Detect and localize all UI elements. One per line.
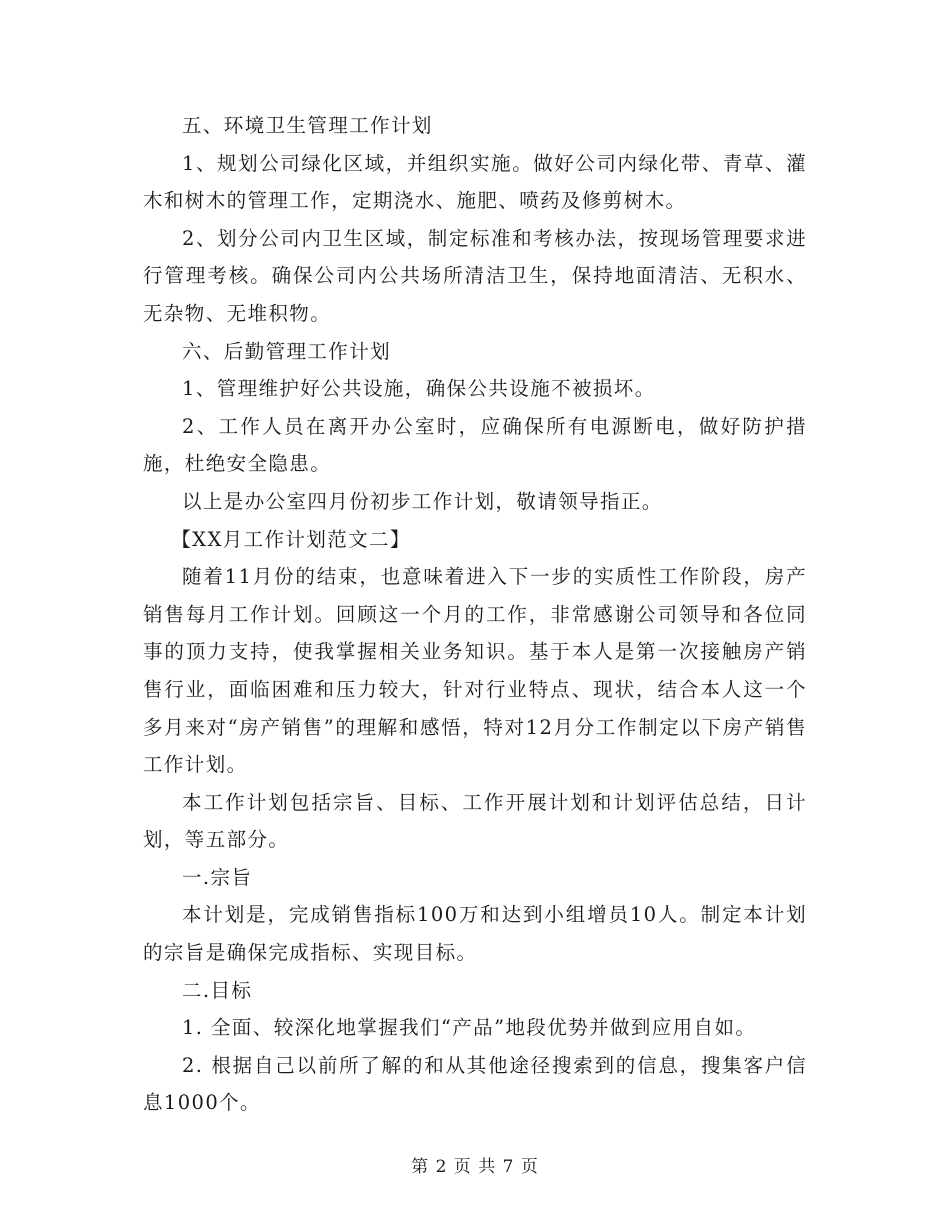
- paragraph-closing: 以上是办公室四月份初步工作计划，敬请领导指正。: [182, 489, 663, 513]
- paragraph-plan-scope: 本工作计划包括宗旨、目标、工作开展计划和计划评估总结，日计划，等五部分。: [143, 790, 807, 852]
- section-heading-environment: 五、环境卫生管理工作计划: [182, 114, 433, 137]
- paragraph-purpose: 本计划是，完成销售指标100万和达到小组增员10人。制定本计划的宗旨是确保完成指标、实现目标。: [143, 903, 807, 965]
- paragraph-hygiene-zones: 2、划分公司内卫生区域，制定标准和考核办法，按现场管理要求进行管理考核。确保公司内公共场所清洁卫生，保持地面清洁、无积水、无杂物、无堆积物。: [143, 226, 807, 325]
- subheading-purpose: 一.宗旨: [182, 865, 253, 889]
- page-number: 第 2 页 共 7 页: [411, 1157, 539, 1177]
- sample-two-heading: 【XX月工作计划范文二】: [171, 527, 411, 551]
- paragraph-power-safety: 2、工作人员在离开办公室时，应确保所有电源断电，做好防护措施，杜绝安全隐患。: [143, 414, 807, 476]
- section-heading-logistics: 六、后勤管理工作计划: [182, 339, 392, 363]
- paragraph-intro: 随着11月份的结束，也意味着进入下一步的实质性工作阶段，房产销售每月工作计划。回顾这一个月的工作，非常感谢公司领导和各位同事的顶力支持，使我掌握相关业务知识。基于本人是第一次接触房产销售行业，面临困难和压力较大，针对行业特点、现状，结合本人这一个多月来对“房产销售”的理解和感悟，特对12月分工作制定以下房产销售工作计划。: [143, 565, 807, 777]
- subheading-goals: 二.目标: [182, 978, 253, 1002]
- goal-item-2: 2. 根据自己以前所了解的和从其他途径搜索到的信息，搜集客户信息1000个。: [143, 1053, 807, 1115]
- paragraph-greening: 1、规划公司绿化区域，并组织实施。做好公司内绿化带、青草、灌木和树木的管理工作，定期浇水、施肥、喷药及修剪树木。: [143, 151, 807, 213]
- goal-item-1: 1. 全面、较深化地掌握我们“产品”地段优势并做到应用自如。: [182, 1016, 757, 1040]
- paragraph-facilities: 1、管理维护好公共设施，确保公共设施不被损坏。: [182, 377, 656, 401]
- page-footer: [0, 1152, 950, 1177]
- document-body: [143, 107, 807, 1122]
